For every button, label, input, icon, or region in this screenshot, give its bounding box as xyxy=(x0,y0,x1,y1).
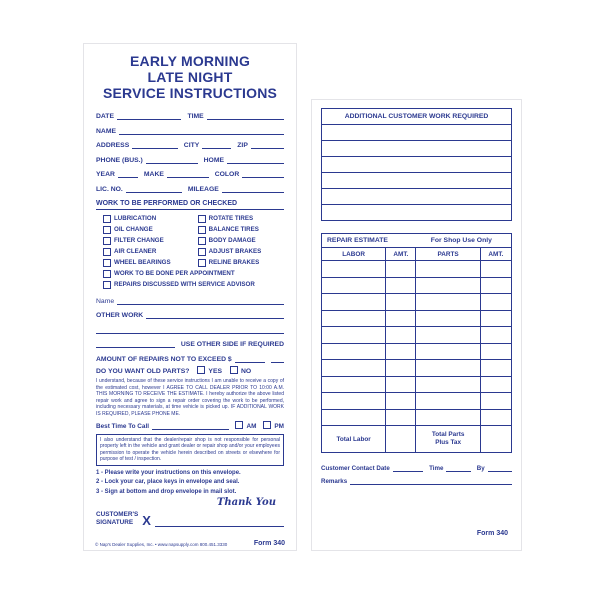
form-title xyxy=(96,54,284,101)
make-line xyxy=(167,170,209,178)
amount-line xyxy=(235,355,265,363)
additional-work-row xyxy=(322,157,511,173)
old-parts-label: DO YOU WANT OLD PARTS? xyxy=(96,368,190,376)
title-line-1: EARLY MORNING xyxy=(129,53,251,69)
checkbox-item-body-damage xyxy=(198,237,284,245)
parts-column-header: PARTS xyxy=(416,248,480,260)
signature-x-mark: X xyxy=(142,513,151,529)
total-labor-cell xyxy=(322,426,386,452)
use-other-side-label: USE OTHER SIDE IF REQUIRED xyxy=(180,341,284,349)
use-other-side-row xyxy=(96,336,284,348)
title-line-2: LATE NIGHT xyxy=(147,68,233,85)
license-row xyxy=(96,181,284,193)
date-label: DATE xyxy=(96,113,114,121)
signature-line xyxy=(155,517,284,527)
remarks-row xyxy=(321,477,512,485)
checkbox-icon xyxy=(198,237,206,245)
time-label: TIME xyxy=(187,113,204,121)
checkbox-label: ADJUST BRAKES xyxy=(208,248,262,256)
advisor-name-line xyxy=(117,297,284,305)
checkbox-item-lubrication xyxy=(103,215,194,223)
envelope-instructions xyxy=(96,469,284,497)
estimate-row xyxy=(322,327,511,344)
best-time-row xyxy=(96,420,284,430)
color-label: COLOR xyxy=(214,171,240,179)
total-parts-label-line-2: Plus Tax xyxy=(435,439,462,446)
signature-row xyxy=(96,511,284,527)
color-line xyxy=(242,170,284,178)
labor-amt-column-header: AMT. xyxy=(386,248,416,260)
instruction-1: 1 - Please write your instructions on this envelope. xyxy=(96,469,241,476)
signature-label-line-1: CUSTOMER'S xyxy=(96,510,139,518)
time-line xyxy=(207,112,284,120)
blank-line-row xyxy=(96,322,284,334)
checkbox-icon xyxy=(198,215,206,223)
address-line xyxy=(132,141,178,149)
phone-bus-line xyxy=(146,156,198,164)
checkbox-label: REPAIRS DISCUSSED WITH SERVICE ADVISOR xyxy=(114,281,255,289)
date-line xyxy=(117,112,181,120)
checkbox-item-oil-change xyxy=(103,226,194,234)
checkbox-item-filter-change xyxy=(103,237,194,245)
checkbox-icon xyxy=(103,215,111,223)
contact-date-label: Customer Contact Date xyxy=(321,465,390,472)
checkbox-label: RELINE BRAKES xyxy=(208,259,260,267)
checkbox-icon xyxy=(103,270,111,278)
checkbox-label: FILTER CHANGE xyxy=(114,237,164,245)
checkbox-label: LUBRICATION xyxy=(114,215,157,223)
name-label: NAME xyxy=(96,127,117,135)
remarks-label: Remarks xyxy=(321,478,348,485)
home-label: HOME xyxy=(203,156,225,164)
blank-line xyxy=(96,326,284,334)
checkbox-label: ROTATE TIRES xyxy=(208,215,254,223)
estimate-row xyxy=(322,311,511,328)
checkbox-icon xyxy=(198,226,206,234)
shop-use-only-label: For Shop Use Only xyxy=(430,237,492,244)
name-line xyxy=(119,127,284,135)
overflow-line xyxy=(96,340,175,348)
year-line xyxy=(118,170,138,178)
am-label: AM xyxy=(246,422,257,430)
phone-row xyxy=(96,152,284,164)
checkbox-icon xyxy=(103,226,111,234)
best-time-line xyxy=(152,422,229,430)
checkbox-label: WHEEL BEARINGS xyxy=(114,259,171,267)
other-work-label: OTHER WORK xyxy=(96,312,144,320)
pm-checkbox-icon xyxy=(263,421,271,429)
work-checkbox-grid xyxy=(96,215,284,267)
total-labor-label: Total Labor xyxy=(336,435,371,443)
total-parts-label-line-1: Total Parts xyxy=(431,431,465,438)
checkbox-icon xyxy=(198,248,206,256)
total-parts-cell xyxy=(416,426,480,452)
estimate-row xyxy=(322,261,511,278)
no-checkbox-icon xyxy=(230,366,238,374)
estimate-row xyxy=(322,294,511,311)
checkbox-item-balance-tires xyxy=(198,226,284,234)
am-checkbox-icon xyxy=(235,421,243,429)
total-parts-amt-cell xyxy=(481,426,511,452)
other-work-line xyxy=(146,311,284,319)
phone-bus-label: PHONE (BUS.) xyxy=(96,156,143,164)
checkbox-icon xyxy=(103,237,111,245)
envelope-back-panel xyxy=(312,100,521,550)
year-label: YEAR xyxy=(96,171,115,179)
additional-work-table xyxy=(321,108,512,221)
estimate-row xyxy=(322,278,511,295)
work-section-heading: WORK TO BE PERFORMED OR CHECKED xyxy=(96,196,284,210)
city-line xyxy=(202,141,231,149)
yes-checkbox-icon xyxy=(197,366,205,374)
instruction-3: 3 - Sign at bottom and drop envelope in mail slot. xyxy=(96,488,237,495)
repair-estimate-title-row xyxy=(322,234,511,248)
contact-by-line xyxy=(488,464,512,472)
checkbox-label: AIR CLEANER xyxy=(114,248,157,256)
additional-work-row xyxy=(322,125,511,141)
checkbox-icon xyxy=(103,248,111,256)
estimate-row xyxy=(322,377,511,394)
no-label: NO xyxy=(241,368,252,376)
checkbox-item-per-appointment xyxy=(103,270,284,278)
checkbox-label: OIL CHANGE xyxy=(114,226,153,234)
vehicle-row xyxy=(96,166,284,178)
checkbox-label: BODY DAMAGE xyxy=(208,237,256,245)
date-time-row xyxy=(96,108,284,120)
left-panel-footer xyxy=(95,540,285,547)
name-row xyxy=(96,123,284,135)
address-row xyxy=(96,137,284,149)
checkbox-item-reline-brakes xyxy=(198,259,284,267)
checkbox-icon xyxy=(198,259,206,267)
checkbox-label: BALANCE TIRES xyxy=(208,226,259,234)
advisor-name-row xyxy=(96,293,284,305)
envelope-front-panel xyxy=(84,44,296,550)
zip-label: ZIP xyxy=(237,142,248,150)
customer-contact-row xyxy=(321,464,512,472)
liability-permission-text: I also understand that the dealer/repair shop is not responsible for personal property left in the vehicle and grant dealer or repair shop and/or your employees permission to operate the vehicle herein described on streets or elsewhere for purpose of test / inspection. xyxy=(96,434,284,466)
contact-by-label: By xyxy=(476,465,485,472)
contact-time-label: Time xyxy=(429,465,444,472)
contact-time-line xyxy=(446,464,470,472)
other-work-row xyxy=(96,307,284,319)
estimate-column-headers xyxy=(322,248,511,261)
total-labor-amt-cell xyxy=(386,426,416,452)
parts-amt-column-header: AMT. xyxy=(488,250,504,258)
make-label: MAKE xyxy=(143,171,164,179)
additional-work-row xyxy=(322,173,511,189)
checkbox-icon xyxy=(103,281,111,289)
mileage-line xyxy=(222,185,284,193)
form-number: Form 340 xyxy=(476,530,508,537)
checkbox-icon xyxy=(103,259,111,267)
signature-label xyxy=(96,511,138,527)
home-line xyxy=(227,156,284,164)
amount-row xyxy=(96,351,284,363)
signature-label-line-2: SIGNATURE xyxy=(96,518,134,526)
additional-work-header: ADDITIONAL CUSTOMER WORK REQUIRED xyxy=(322,109,511,125)
repair-estimate-label: REPAIR ESTIMATE xyxy=(327,237,388,244)
instruction-2: 2 - Lock your car, place keys in envelope and seal. xyxy=(96,479,240,486)
checkbox-label: WORK TO BE DONE PER APPOINTMENT xyxy=(114,270,235,278)
lic-no-label: LIC. NO. xyxy=(96,185,123,193)
form-number: Form 340 xyxy=(253,540,285,547)
additional-work-row xyxy=(322,205,511,220)
work-wide-checkboxes xyxy=(96,270,284,289)
advisor-name-label: Name xyxy=(96,297,115,305)
estimate-agreement-text: I understand, because of these service instructions I am unable to receive a copy of the estimated cost, however I AGREE TO CALL DEALER PRIOR TO 10:00 A.M. THIS MORNING TO RECEIVE THE ESTIMATE. I hereby authorize the above listed repair work and agree to sign a repair order covering the work to be performed, including necessary materials, at time vehicle is picked up. IF ADDITIONAL WORK IS REQUIRED, PLEASE PHONE ME. xyxy=(96,378,284,417)
title-line-3: SERVICE INSTRUCTIONS xyxy=(102,84,278,101)
zip-line xyxy=(251,141,284,149)
mileage-label: MILEAGE xyxy=(187,185,219,193)
estimate-totals-row xyxy=(322,426,511,452)
estimate-row xyxy=(322,393,511,410)
old-parts-row xyxy=(96,365,284,375)
best-time-label: Best Time To Call xyxy=(96,422,150,430)
pm-label: PM xyxy=(274,422,284,430)
copyright-text: © Nap's Dealer Supplies, Inc. • www.napsupply.com 800.451.3330 xyxy=(95,542,228,547)
yes-label: YES xyxy=(208,368,223,376)
contact-date-line xyxy=(393,464,423,472)
labor-column-header: LABOR xyxy=(322,248,386,260)
checkbox-item-service-advisor xyxy=(103,281,284,289)
thank-you-script: Thank You xyxy=(216,496,276,508)
amount-label: AMOUNT OF REPAIRS NOT TO EXCEED $ xyxy=(96,355,232,363)
additional-work-row xyxy=(322,189,511,205)
remarks-line xyxy=(350,477,512,485)
checkbox-item-adjust-brakes xyxy=(198,248,284,256)
repair-estimate-table xyxy=(321,233,512,453)
amount-line-2 xyxy=(271,355,284,363)
checkbox-item-wheel-bearings xyxy=(103,259,194,267)
lic-no-line xyxy=(126,185,182,193)
city-label: CITY xyxy=(183,142,200,150)
estimate-row xyxy=(322,344,511,361)
estimate-row xyxy=(322,410,511,427)
additional-work-row xyxy=(322,141,511,157)
checkbox-item-air-cleaner xyxy=(103,248,194,256)
address-label: ADDRESS xyxy=(96,142,130,150)
estimate-row xyxy=(322,360,511,377)
checkbox-item-rotate-tires xyxy=(198,215,284,223)
